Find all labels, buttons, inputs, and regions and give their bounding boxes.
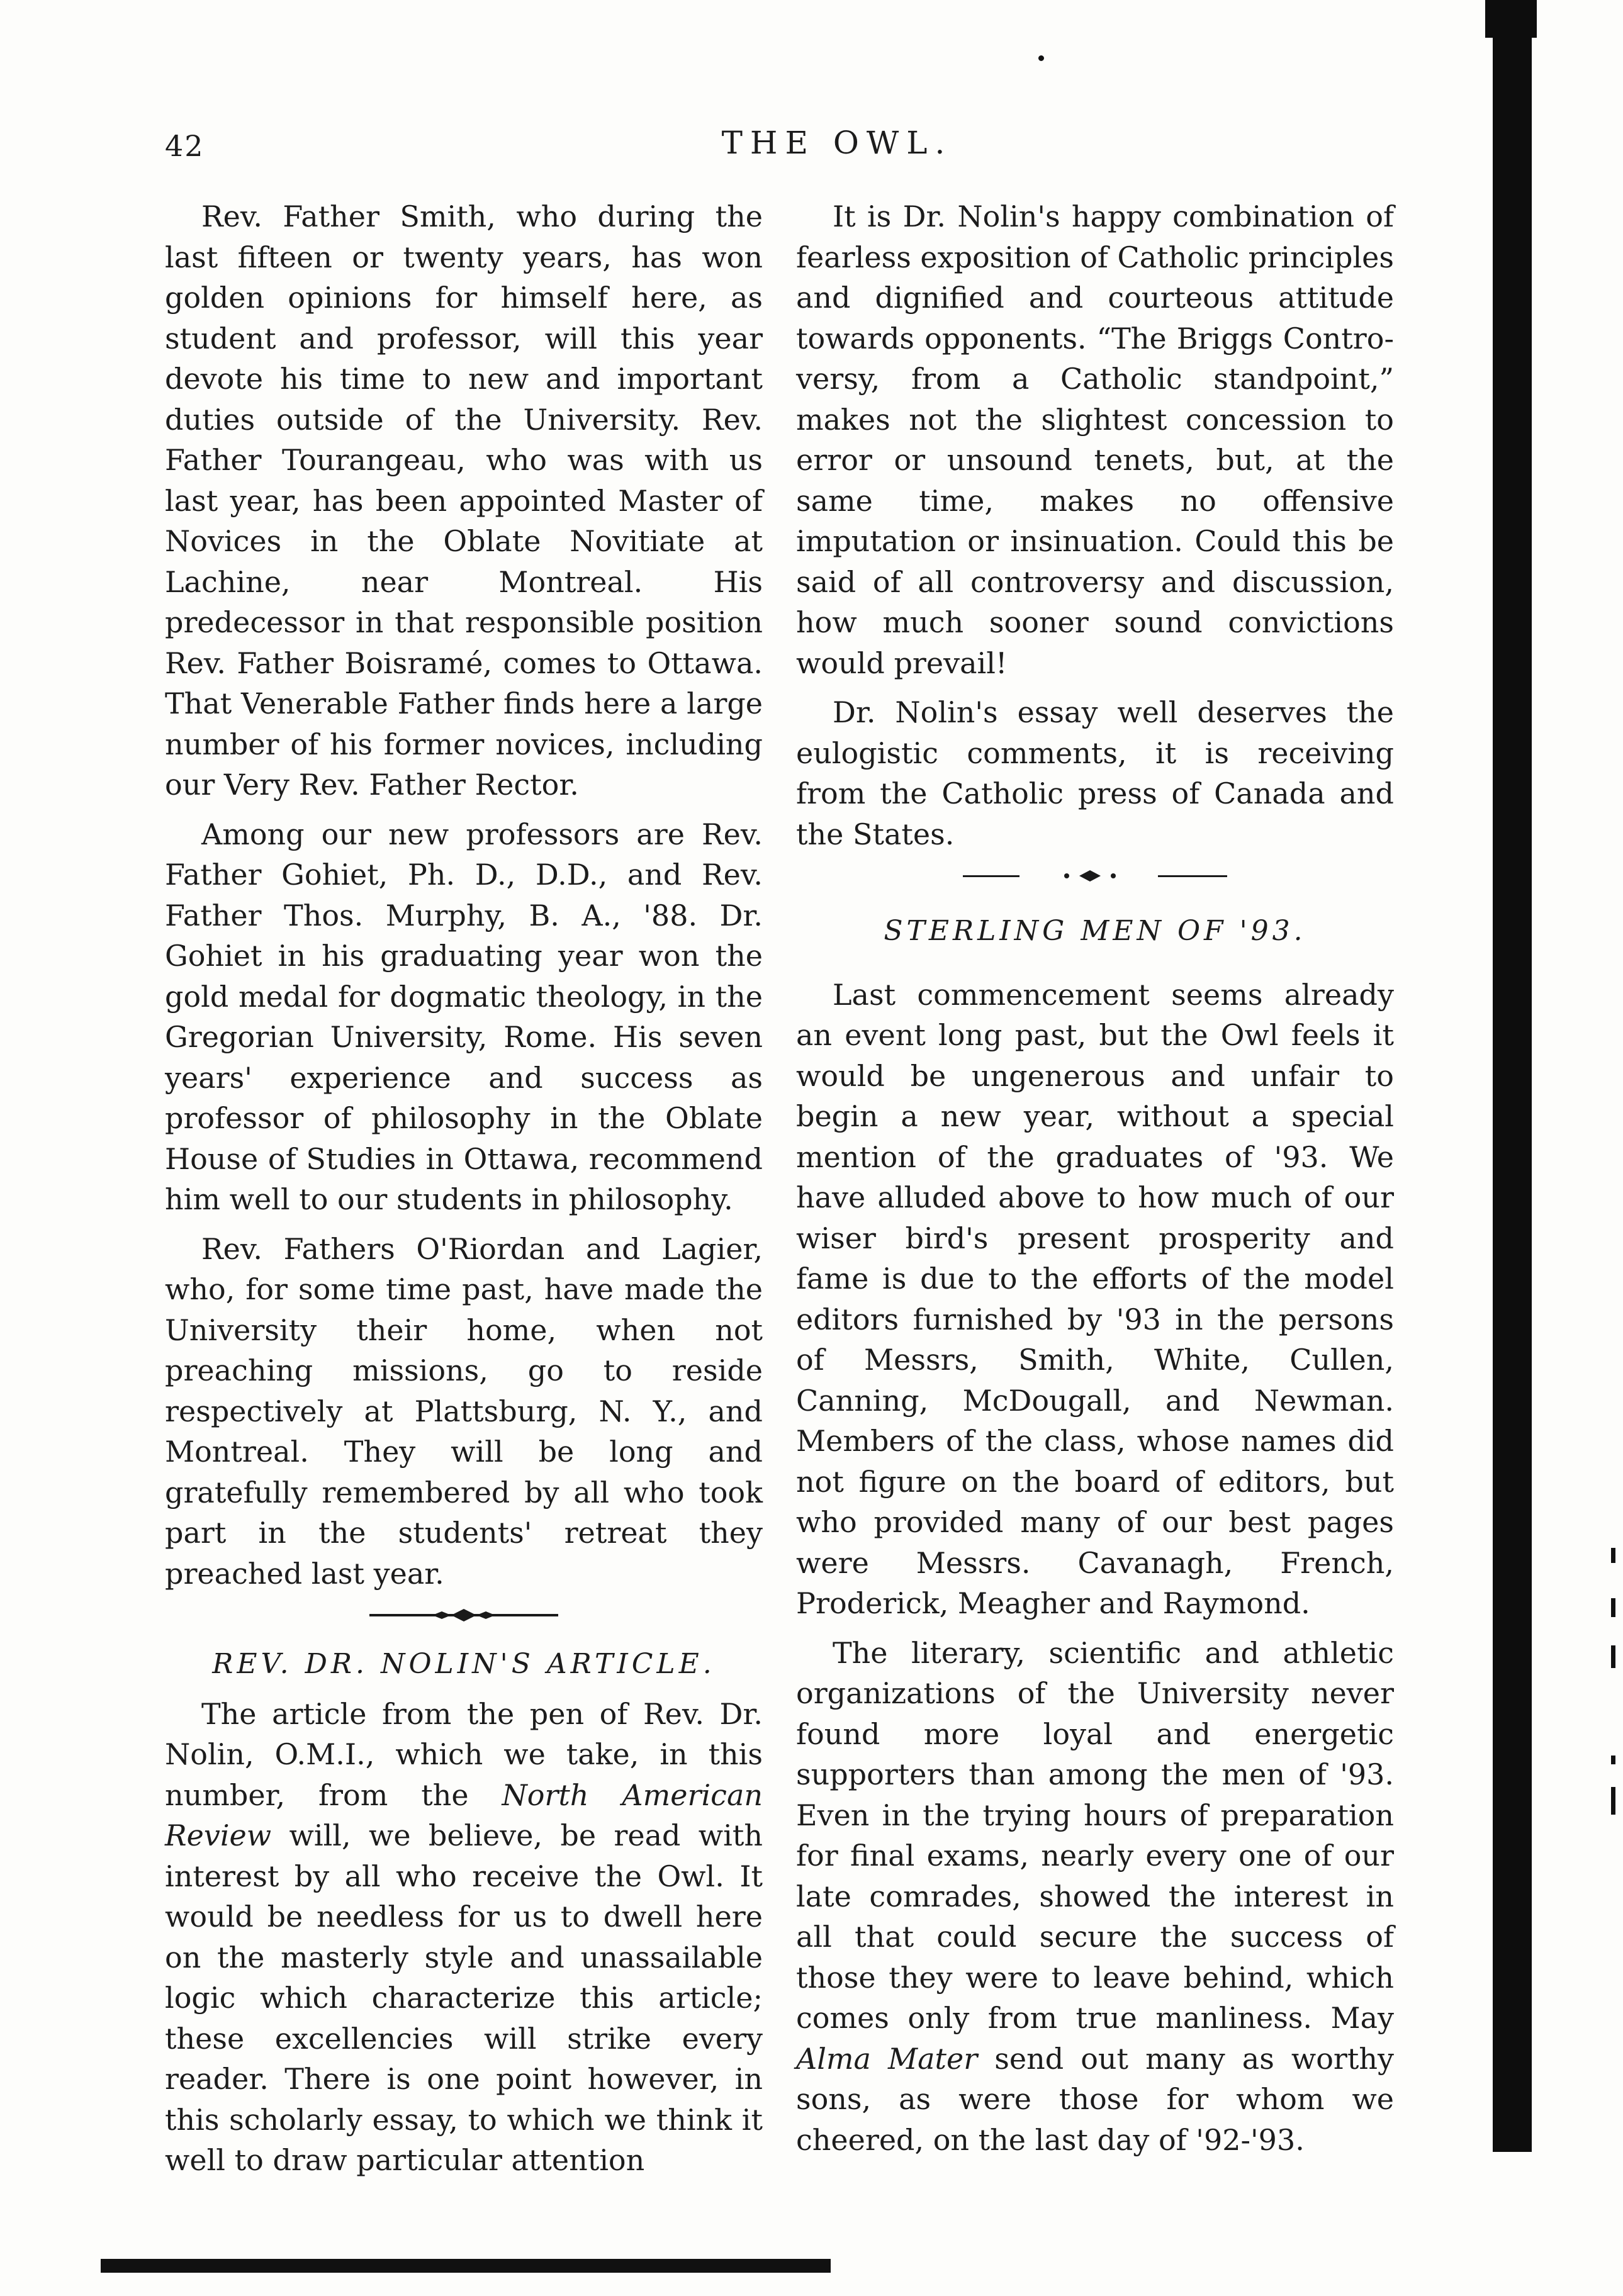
paragraph-oriordan-lagier: Rev. Fathers O'Riordan and Lagier, who, for some time past, have made the University their home, when not preaching missions, go to reside respectively at Plattsburg, N. Y., and Montreal. They will be long and gratefully remembered by all who took part in the students' retreat they preached last year. bbox=[165, 1231, 763, 1591]
paragraph-literary-organizations: The literary, scientific and athletic organizations of the University never found more loyal and energetic supporters than among the men of '93. Even in the trying hours of preparation for final exams, nearly every one of our late comrades, showed the interest in all that could secure the success of those they were to leave behind, which comes only from true manliness. May Alma Mater send out many as worthy sons, as were those for whom we cheered, on the last day of '92-'93. bbox=[796, 1635, 1394, 2157]
section-heading-sterling-men: STERLING MEN OF '93. bbox=[884, 915, 1306, 947]
left-column bbox=[165, 196, 763, 2181]
margin-mark bbox=[1611, 1548, 1615, 1563]
margin-mark bbox=[1611, 1756, 1615, 1764]
paragraph-father-smith: Rev. Father Smith, who during the last fifteen or twenty years, has won golden opinions for himself here, as student and professor, will this year devote his time to new and important duties outside of the University. Rev. Father Tourangeau, who was with us last year, has been appointed Master of Novices in the Oblate Novitiate at Lachine, near Montreal. His predecessor in that responsible position Rev. Father Boisramé, comes to Ottawa. That Venerable Father finds here a large number of his former novices, including our Very Rev. Father Rector. bbox=[165, 199, 763, 802]
section-divider-ornament bbox=[357, 1603, 571, 1628]
page-edge-binding-tip bbox=[1485, 0, 1537, 38]
running-title: THE OWL. bbox=[721, 125, 953, 161]
page-number: 42 bbox=[165, 129, 205, 163]
margin-mark bbox=[1611, 1645, 1615, 1668]
right-column bbox=[796, 196, 1394, 2160]
paragraph-last-commencement: Last commencement seems already an event long past, but the Owl feels it would be ungenerous and unfair to begin a new year, without a special mention of the graduates of '93. We have alluded above to how much of our wiser bird's present prosperity and fame is due to the efforts of the model editors furnished by '93 in the persons of Messrs, Smith, White, Cullen, Canning, McDougall, and Newman. Members of the class, whose names did not figure on the board of editors, but who provided many of our best pages were Messrs. Cavanagh, French, Proderick, Meagher and Raymond. bbox=[796, 977, 1394, 1620]
page-edge-binding-shadow bbox=[1493, 0, 1532, 2152]
paragraph-nolin-essay: Dr. Nolin's essay well deserves the eulogistic comments, it is receiving from the Catholic press of Canada and the States. bbox=[796, 695, 1394, 851]
paragraph-nolin-combination: It is Dr. Nolin's happy combination of fearless exposition of Catholic principles and dignified and courteous attitude towards opponents. “The Briggs Controversy, from a Catholic standpoint,” makes not the slightest concession to error or unsound tenets, but, at the same time, makes no offensive imputation or insinuation. Could this be said of all controversy and discussion, how much sooner sound convictions would prevail! bbox=[796, 199, 1395, 680]
margin-mark bbox=[1611, 1787, 1615, 1815]
alma-mater-phrase: Alma Mater bbox=[796, 2041, 978, 2076]
north-american-review-title: North American Review bbox=[165, 1778, 763, 1852]
paragraph-nolin-article: The article from the pen of Rev. Dr. Nolin, O.M.I., which we take, in this number, from the North American Review will, we believe, be read with interest by all who receive the Owl. It would be needless for us to dwell here on the masterly style and unassailable logic which characterize this article; these excellencies will strike every reader. There is one point however, in this scholarly essay, to which we think it well to draw particular attention bbox=[165, 1696, 763, 2177]
section-heading-nolin-article: REV. DR. NOLIN'S ARTICLE. bbox=[212, 1648, 716, 1680]
bottom-scan-edge bbox=[101, 2259, 831, 2273]
paragraph-new-professors: Among our new professors are Rev. Father Gohiet, Ph. D., D.D., and Rev. Father Thos. Murphy, B. A., '88. Dr. Gohiet in his graduating year won the gold medal for dogmatic theology, in the Gregorian University, Rome. His seven years' experience and success as professor of philosophy in the Oblate House of Studies in Ottawa, recommend him well to our students in philosophy. bbox=[165, 817, 763, 1216]
margin-mark bbox=[1611, 1598, 1615, 1617]
section-divider-ornament bbox=[950, 863, 1240, 888]
ink-speck bbox=[1038, 55, 1044, 61]
